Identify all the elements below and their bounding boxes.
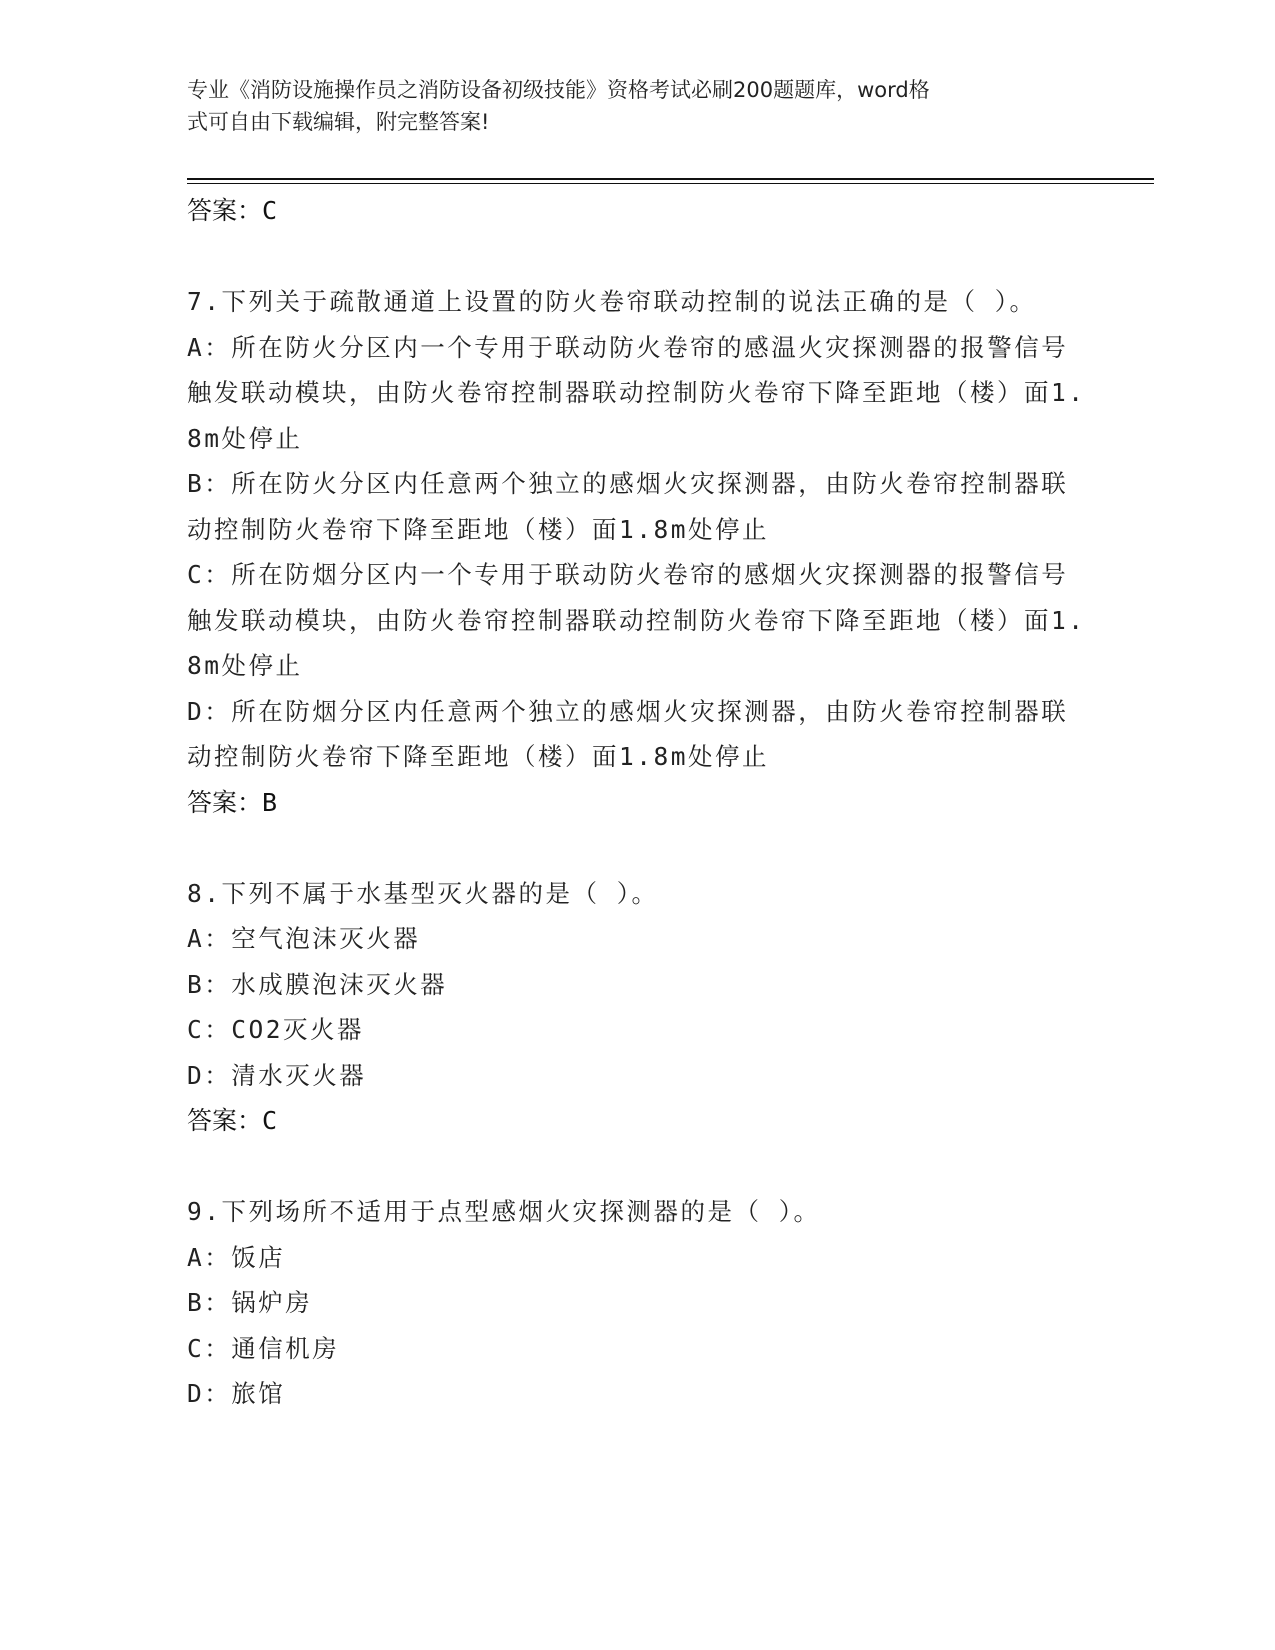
option-b: B：锅炉房 bbox=[187, 1288, 313, 1317]
question-9 bbox=[187, 1189, 1087, 1417]
question-list bbox=[187, 188, 1087, 1417]
question-stem: 8.下列不属于水基型灭火器的是（ ）。 bbox=[187, 878, 659, 908]
answer-label: 答案： bbox=[187, 196, 263, 225]
answer-value: C bbox=[262, 1106, 278, 1135]
answer-line bbox=[187, 780, 1087, 826]
answer-label: 答案： bbox=[187, 787, 263, 817]
option-b: B：所在防火分区内任意两个独立的感烟火灾探测器，由防火卷帘控制器联动控制防火卷帘下降至距地（楼）面1.8m处停止 bbox=[187, 469, 1069, 544]
question-7 bbox=[187, 279, 1087, 826]
option-d: D：所在防烟分区内任意两个独立的感烟火灾探测器，由防火卷帘控制器联动控制防火卷帘下降至距地（楼）面1.8m处停止 bbox=[187, 696, 1069, 771]
answer-line bbox=[187, 1098, 1087, 1144]
option-a: A：所在防火分区内一个专用于联动防火卷帘的感温火灾探测器的报警信号触发联动模块，由防火卷帘控制器联动控制防火卷帘下降至距地（楼）面1.8m处停止 bbox=[187, 332, 1086, 453]
option-c: C：通信机房 bbox=[187, 1333, 340, 1363]
question-stem: 9.下列场所不适用于点型感烟火灾探测器的是（ ）。 bbox=[187, 1197, 821, 1226]
header-line-1: 专业《消防设施操作员之消防设备初级技能》资格考试必刷200题题库，word格 bbox=[187, 78, 930, 102]
answer-value: B bbox=[262, 787, 278, 817]
option-d: D：旅馆 bbox=[187, 1379, 286, 1408]
header-rule bbox=[187, 178, 1154, 180]
page-header bbox=[187, 74, 1067, 138]
option-b: B：水成膜泡沫灭火器 bbox=[187, 969, 448, 999]
answer-label: 答案： bbox=[187, 1106, 263, 1135]
answer-value: C bbox=[262, 196, 278, 225]
option-d: D：清水灭火器 bbox=[187, 1060, 367, 1090]
question-stem: 7.下列关于疏散通道上设置的防火卷帘联动控制的说法正确的是（ ）。 bbox=[187, 287, 1037, 316]
option-c: C：所在防烟分区内一个专用于联动防火卷帘的感烟火灾探测器的报警信号触发联动模块，由防火卷帘控制器联动控制防火卷帘下降至距地（楼）面1.8m处停止 bbox=[187, 560, 1086, 680]
question-8 bbox=[187, 871, 1087, 1145]
header-rule-thin bbox=[187, 183, 1154, 184]
option-a: A：空气泡沫灭火器 bbox=[187, 924, 421, 953]
option-a: A：饭店 bbox=[187, 1242, 286, 1272]
header-line-2: 式可自由下载编辑，附完整答案! bbox=[187, 110, 490, 134]
answer-line bbox=[187, 188, 1087, 234]
option-c: C：CO2灭火器 bbox=[187, 1015, 365, 1044]
